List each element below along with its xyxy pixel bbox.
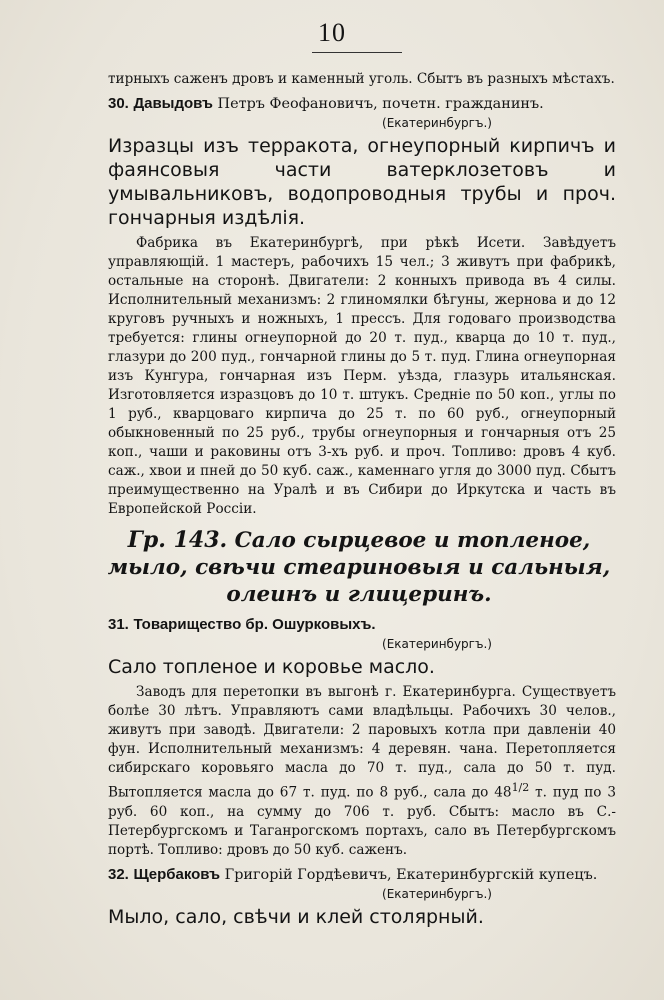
entry-32-name: Щербаковъ: [133, 865, 221, 883]
entry-31-number: 31.: [108, 616, 129, 633]
entry-32-name-rest: Григорій Гордѣевичъ, Екатеринбургскій купецъ.: [224, 866, 598, 883]
entry-30-description: Фабрика въ Екатеринбургѣ, при рѣкѣ Исети. Завѣдуетъ управляющій. 1 мастеръ, рабочихъ 15 чел.; 3 живутъ при фабрикѣ, остальные на сторонѣ. Двигатели: 2 конныхъ привода въ 4 силы. Исполнительный механизмъ: 2 глиномялки бѣгуны, жернова и до 12 круговъ ручныхъ и ножныхъ, 1 прессъ. Для годоваго производства требуется: глины огнеупорной до 20 т. пуд., кварца до 10 т. пуд., глазури до 200 пуд., гончарной глины до 5 т. пуд. Глина огнеупорная изъ Кунгура, гончарная изъ Перм. уѣзда, глазурь итальянская. Изготовляется изразцовъ до 10 т. штукъ. Средніе по 50 коп., углы по 1 руб., кварцоваго кирпича до 25 т. по 60 руб., огнеупорный обыкновенный по 25 руб., трубы огнеупорныя и гончарныя отъ 25 коп., чаши и раковины отъ 3-хъ руб. и проч. Топливо: дровъ 4 куб. саж., хвои и пней до 50 куб. саж., каменнаго угля до 3000 пуд. Сбытъ преимущественно на Уралѣ и въ Сибири до Иркутска и часть въ Европейской Россіи.: [108, 235, 616, 517]
entry-32-product: Мыло, сало, свѣчи и клей столярный.: [108, 905, 484, 928]
entry-31-product: Сало топленое и коровье масло.: [108, 656, 435, 678]
entry-31-description: [108, 683, 616, 860]
page-number-rule: [312, 52, 402, 53]
entry-30-heading: [108, 93, 616, 115]
entry-31-desc-after: т. пуд по 3 руб. 60 коп., на сумму до 706 т. руб. Сбытъ: масло въ С.-Петербургскомъ и Таганрогскомъ портахъ, сало въ Петербургскомъ портѣ. Топливо: дровъ до 50 куб. саженъ.: [108, 784, 616, 858]
entry-30-number: 30.: [108, 95, 129, 112]
entry-30-name-rest: Петръ Феофановичъ, почетн. гражданинъ.: [217, 96, 544, 112]
entry-32-number: 32.: [108, 865, 129, 883]
entry-31-desc-before: Заводъ для перетопки въ выгонѣ г. Екатеринбурга. Существуетъ болѣе 30 лѣтъ. Управляютъ сами владѣльцы. Рабочихъ 30 челов., живутъ при заводѣ. Двигатели: 2 паровыхъ котла при давленіи 40 фун. Исполнительный механизмъ: 4 деревян. чана. Перетопляется сибирскаго коровьяго масла до 70 т. пуд., сала до 50 т. пуд. Вытопляется масла до 67 т. пуд. по 8 руб., сала до 48: [108, 684, 616, 801]
group-label: Гр. 143.: [127, 527, 228, 553]
entry-31-city: (Екатеринбургъ.): [382, 637, 492, 651]
entry-30: [108, 93, 616, 519]
group-heading: [98, 527, 620, 608]
entry-31-name: Товарищество бр. Ошурковыхъ.: [133, 616, 376, 633]
page-number: 10: [318, 18, 346, 47]
entry-30-city: (Екатеринбургъ.): [382, 116, 492, 130]
entry-32-city: (Екатеринбургъ.): [382, 886, 492, 901]
entry-31-fraction: 1/2: [511, 781, 530, 794]
entry-32-heading: [108, 864, 616, 886]
group-title: Сало сырцевое и топленое, мыло, свѣчи стеариновыя и сальныя, олеинъ и глицеринъ.: [107, 528, 611, 607]
entry-30-name: Давыдовъ: [133, 95, 213, 112]
entry-32: [108, 864, 616, 929]
page-body: [108, 70, 616, 933]
entry-31: [108, 614, 616, 860]
entry-30-product: Изразцы изъ терракота, огнеупорный кирпичъ и фаянсовыя части ватерклозетовъ и умывальниковъ, водопроводныя трубы и проч. гончарныя издѣлія.: [108, 135, 616, 229]
entry-31-heading: [108, 614, 616, 636]
continued-paragraph: тирныхъ саженъ дровъ и каменный уголь. Сбытъ въ разныхъ мѣстахъ.: [108, 71, 615, 87]
